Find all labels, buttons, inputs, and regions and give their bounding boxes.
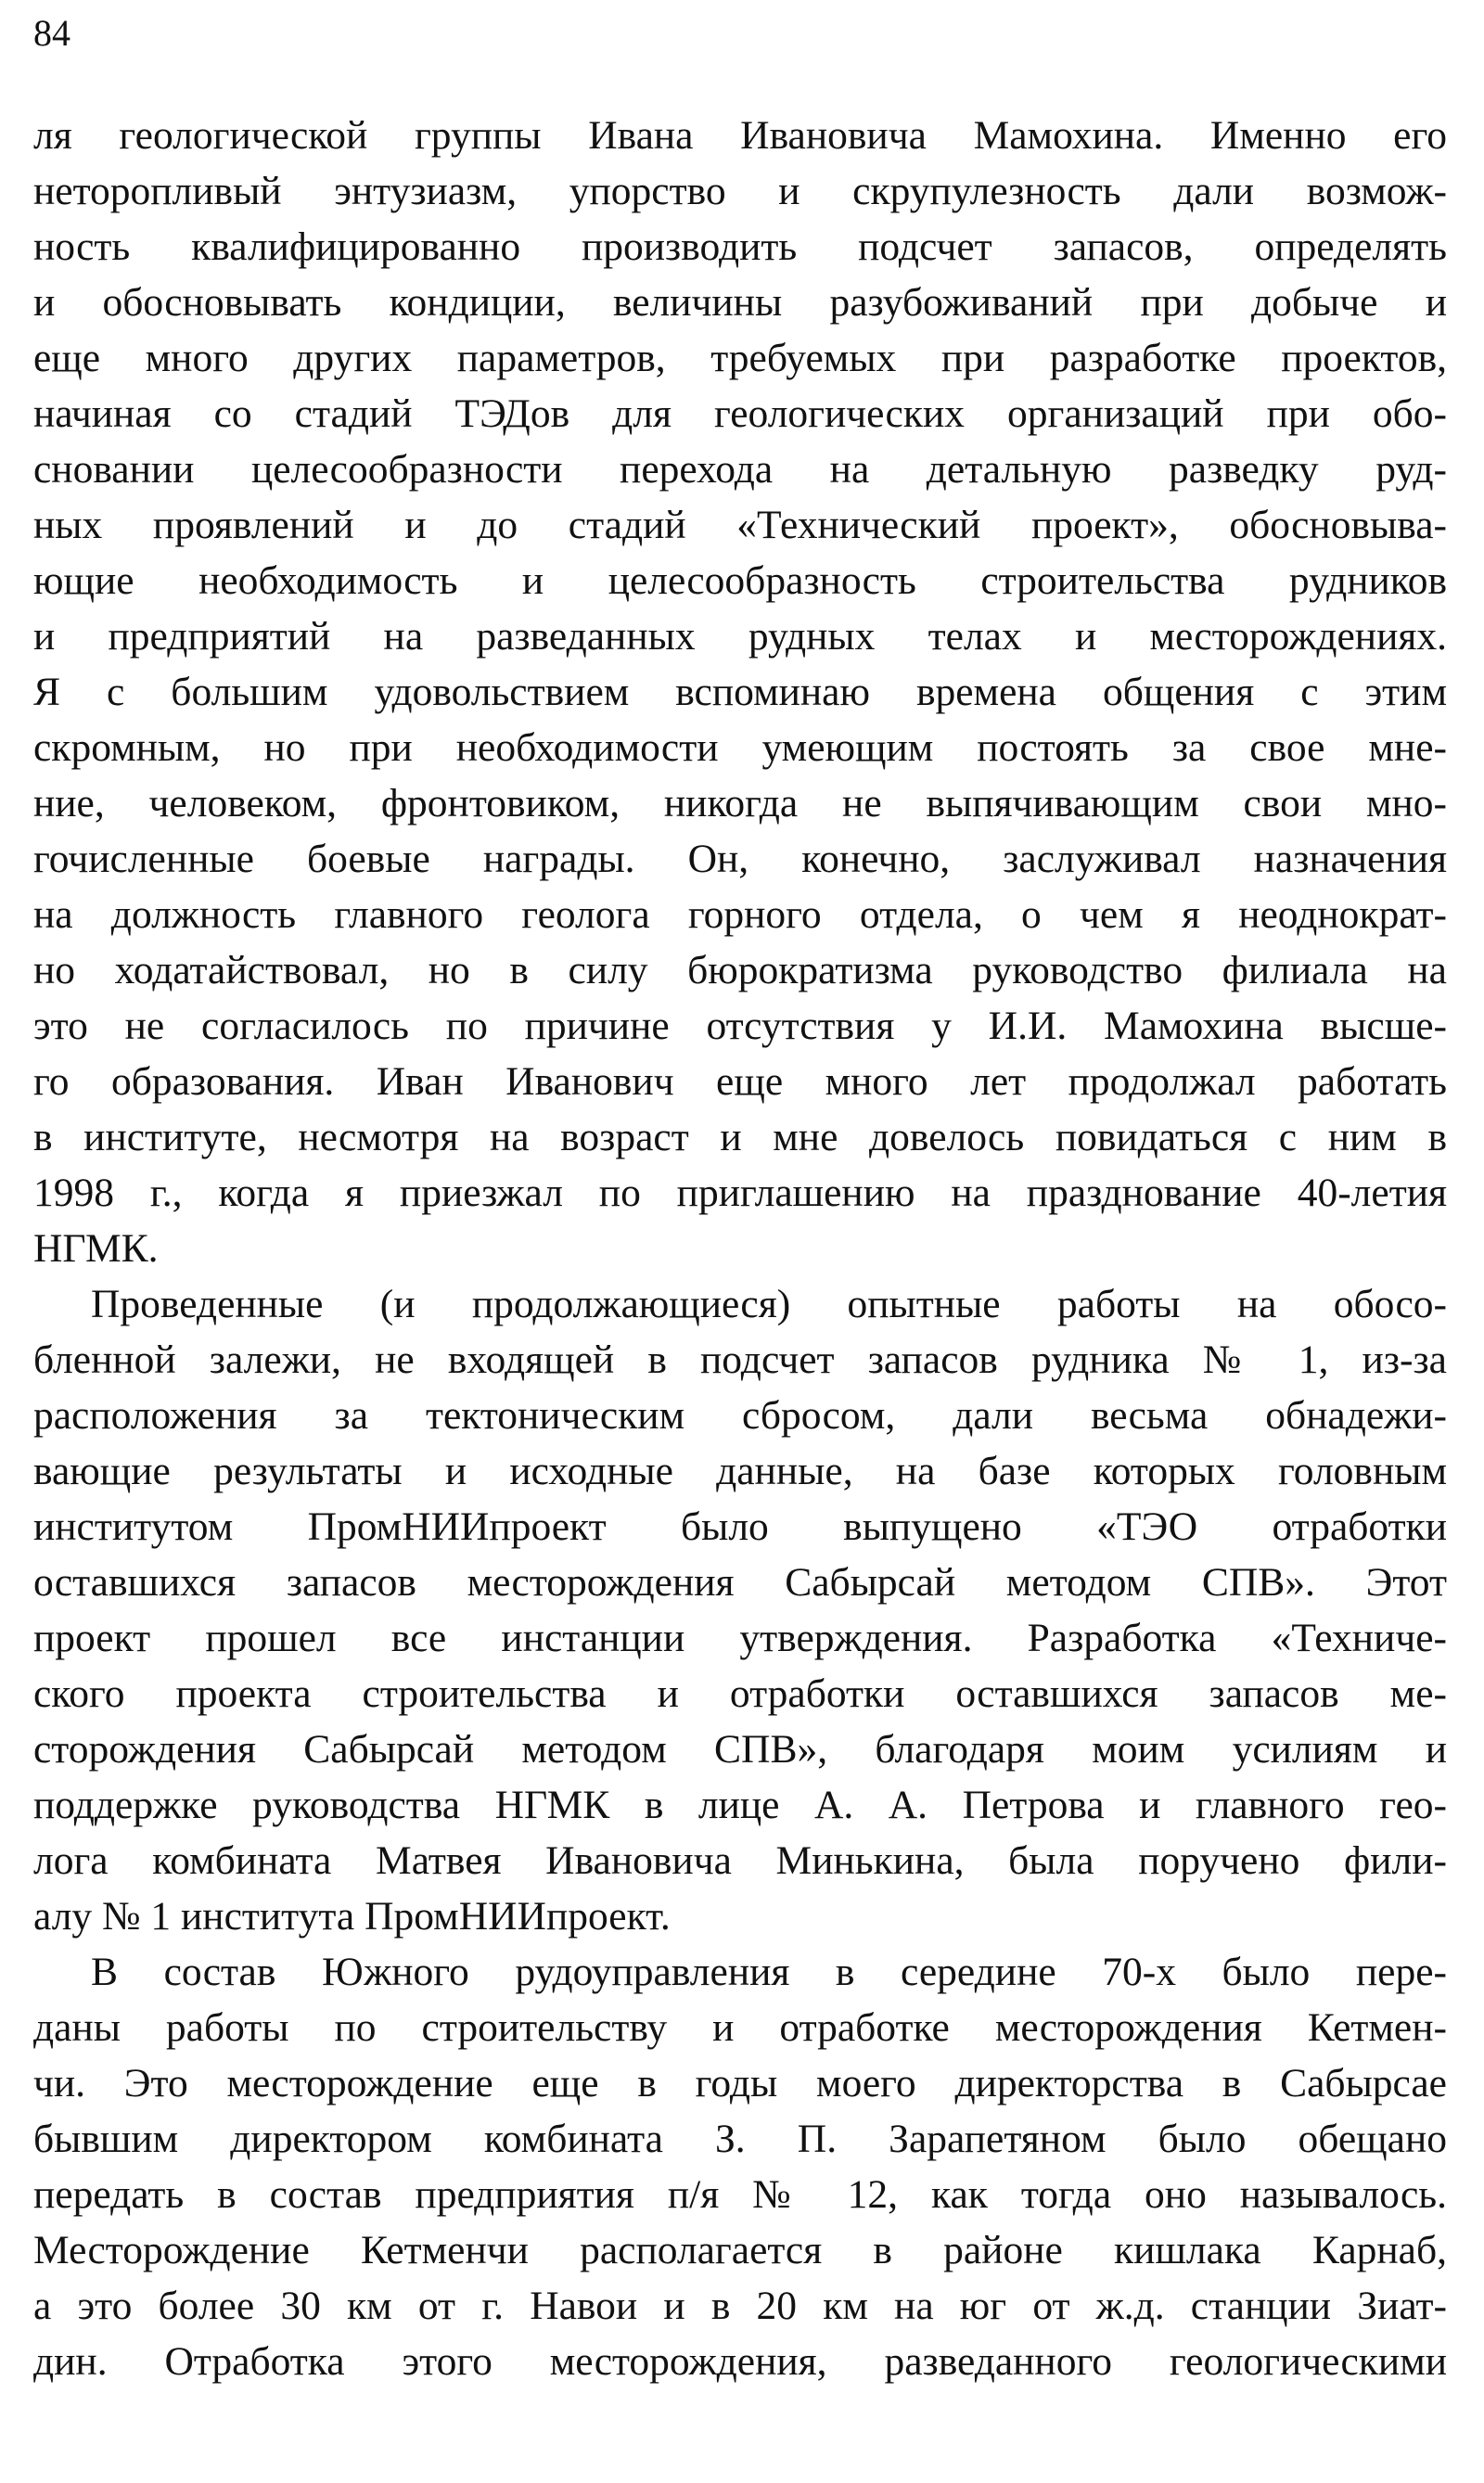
text-line: в институте, несмотря на возраст и мне довелось повидаться с ним в <box>33 1115 1447 1159</box>
text-line: сновании целесообразности перехода на детальную разведку руд- <box>33 447 1447 492</box>
text-line: ных проявлений и до стадий «Технический проект», обосновыва- <box>33 503 1447 547</box>
text-line: гочисленные боевые награды. Он, конечно, заслуживал назначения <box>33 837 1447 881</box>
text-line: вающие результаты и исходные данные, на базе которых головным <box>33 1449 1447 1493</box>
text-line: бывшим директором комбината З. П. Зарапетяном было обещано <box>33 2117 1447 2161</box>
text-line: чи. Это месторождение еще в годы моего директорства в Сабырсае <box>33 2061 1447 2105</box>
text-line: скромным, но при необходимости умеющим постоять за свое мне- <box>33 725 1447 770</box>
text-line: дин. Отработка этого месторождения, разведанного геологическими <box>33 2339 1447 2384</box>
text-line: сторождения Сабырсай методом СПВ», благодаря моим усилиям и <box>33 1727 1447 1772</box>
text-line: но ходатайствовал, но в силу бюрократизма руководство филиала на <box>33 948 1447 992</box>
text-line: а это более 30 км от г. Навои и в 20 км на юг от ж.д. станции Зиат- <box>33 2284 1447 2328</box>
text-line: НГМК. <box>33 1226 159 1271</box>
text-line: и предприятий на разведанных рудных телах и месторождениях. <box>33 614 1447 659</box>
text-line: ского проекта строительства и отработки оставшихся запасов ме- <box>33 1671 1447 1716</box>
text-line: ля геологической группы Ивана Ивановича Мамохина. Именно его <box>33 113 1447 158</box>
text-line: неторопливый энтузиазм, упорство и скрупулезность дали возмож- <box>33 169 1447 213</box>
text-line: Проведенные (и продолжающиеся) опытные работы на обосо- <box>91 1282 1447 1326</box>
text-line: поддержке руководства НГМК в лице А. А. Петрова и главного гео- <box>33 1783 1447 1827</box>
body-text <box>33 108 1447 2389</box>
text-line: даны работы по строительству и отработке месторождения Кетмен- <box>33 2005 1447 2050</box>
text-line: оставшихся запасов месторождения Сабырсай методом СПВ». Этот <box>33 1560 1447 1605</box>
text-line: бленной залежи, не входящей в подсчет запасов рудника № 1, из-за <box>33 1337 1447 1382</box>
text-line: и обосновывать кондиции, величины разубоживаний при добыче и <box>33 280 1447 325</box>
text-line: 1998 г., когда я приезжал по приглашению на празднование 40-летия <box>33 1171 1447 1215</box>
text-line: ность квалифицированно производить подсчет запасов, определять <box>33 224 1447 269</box>
text-line: передать в состав предприятия п/я № 12, как тогда оно называлось. <box>33 2172 1447 2217</box>
text-line: на должность главного геолога горного отдела, о чем я неоднократ- <box>33 892 1447 937</box>
text-line: Месторождение Кетменчи располагается в районе кишлака Карнаб, <box>33 2228 1447 2272</box>
text-line: ющие необходимость и целесообразность строительства рудников <box>33 558 1447 603</box>
text-line: алу № 1 института ПромНИИпроект. <box>33 1894 671 1939</box>
text-line: В состав Южного рудоуправления в середине 70-х было пере- <box>91 1950 1447 1994</box>
page-number: 84 <box>33 12 70 54</box>
text-line: Я с большим удовольствием вспоминаю времена общения с этим <box>33 670 1447 714</box>
text-line: проект прошел все инстанции утверждения. Разработка «Техниче- <box>33 1616 1447 1660</box>
text-line: ние, человеком, фронтовиком, никогда не выпячивающим свои мно- <box>33 781 1447 826</box>
text-line: го образования. Иван Иванович еще много лет продолжал работать <box>33 1059 1447 1104</box>
text-line: еще много других параметров, требуемых при разработке проектов, <box>33 336 1447 380</box>
text-line: расположения за тектоническим сбросом, дали весьма обнадежи- <box>33 1393 1447 1438</box>
text-line: лога комбината Матвея Ивановича Минькина, была поручено фили- <box>33 1838 1447 1883</box>
text-line: институтом ПромНИИпроект было выпущено «ТЭО отработки <box>33 1504 1447 1549</box>
text-line: начиная со стадий ТЭДов для геологических организаций при обо- <box>33 391 1447 436</box>
text-line: это не согласилось по причине отсутствия у И.И. Мамохина высше- <box>33 1004 1447 1048</box>
